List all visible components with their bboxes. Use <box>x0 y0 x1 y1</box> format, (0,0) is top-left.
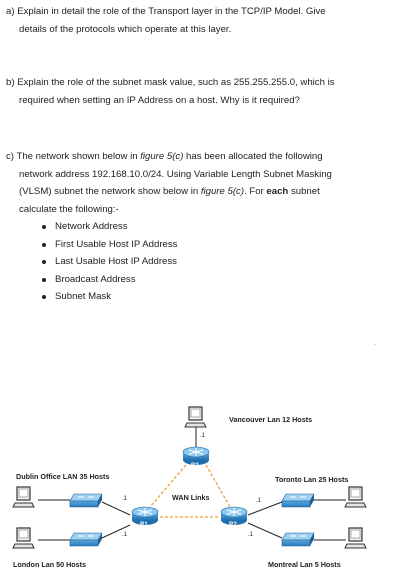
r1-lower-interface-label: .1 <box>122 532 128 538</box>
toronto-switch-icon <box>282 494 314 507</box>
list-item: Last Usable Host IP Address <box>6 253 393 271</box>
question-c-line-1 <box>6 148 393 166</box>
question-b-line-1: b) Explain the role of the subnet mask value, such as 255.255.255.0, which is <box>6 77 335 88</box>
list-item: Subnet Mask <box>6 288 393 306</box>
london-pc-icon <box>13 528 34 548</box>
figure-reference: figure 5(c) <box>200 186 245 197</box>
router-r1-label: R1 <box>140 522 148 528</box>
question-c <box>6 148 393 306</box>
calculation-list <box>6 218 393 306</box>
question-a <box>6 3 393 38</box>
list-item: First Usable Host IP Address <box>6 236 393 254</box>
dublin-pc-icon <box>13 487 34 507</box>
router-r2-label: R2 <box>229 522 237 528</box>
wan-links-label: WAN Links <box>172 493 210 502</box>
question-a-line-1: a) Explain in detail the role of the Transport layer in the TCP/IP Model. Give <box>6 6 326 17</box>
question-c-line-3 <box>6 183 393 201</box>
r1-upper-interface-label: .1 <box>122 496 128 502</box>
vancouver-pc-icon <box>185 407 206 427</box>
r3-interface-label: .1 <box>200 433 206 439</box>
montreal-pc-icon <box>345 528 366 548</box>
emphasis-each: each <box>266 186 289 197</box>
question-c-line-3-start: (VLSM) subnet the network show below in <box>19 186 201 197</box>
question-a-line-2: details of the protocols which operate at this layer. <box>19 23 232 35</box>
toronto-pc-icon <box>345 487 366 507</box>
stray-mark: - <box>374 342 376 348</box>
dublin-switch-icon <box>70 494 102 507</box>
dublin-label: Dublin Office LAN 35 Hosts <box>16 472 110 481</box>
question-c-line-4: calculate the following:- <box>19 203 119 215</box>
question-c-line-1-start: c) The network shown below in <box>6 151 141 162</box>
montreal-switch-icon <box>282 533 314 546</box>
list-item: Broadcast Address <box>6 271 393 289</box>
r2-upper-interface-label: .1 <box>256 498 262 504</box>
montreal-label: Montreal Lan 5 Hosts <box>268 560 341 569</box>
london-label: London Lan 50 Hosts <box>13 560 87 569</box>
network-topology <box>0 395 401 573</box>
london-switch-icon <box>70 533 102 546</box>
router-r3-label: R3 <box>191 463 199 469</box>
list-item: Network Address <box>6 218 393 236</box>
network-diagram <box>0 395 401 573</box>
question-c-line-2: network address 192.168.10.0/24. Using Variable Length Subnet Masking <box>19 168 332 180</box>
r2-lower-interface-label: .1 <box>248 532 254 538</box>
wan-links <box>150 465 230 517</box>
vancouver-label: Vancouver Lan 12 Hosts <box>229 415 313 424</box>
question-b <box>6 74 393 109</box>
question-c-line-3-end: subnet <box>288 186 320 197</box>
toronto-label: Toronto Lan 25 Hosts <box>275 475 349 484</box>
question-b-line-2: required when setting an IP Address on a host. Why is it required? <box>19 94 300 106</box>
question-c-line-1-end: has been allocated the following <box>183 151 323 162</box>
figure-reference: figure 5(c) <box>140 151 184 162</box>
question-c-line-3-mid: . For <box>244 186 267 197</box>
